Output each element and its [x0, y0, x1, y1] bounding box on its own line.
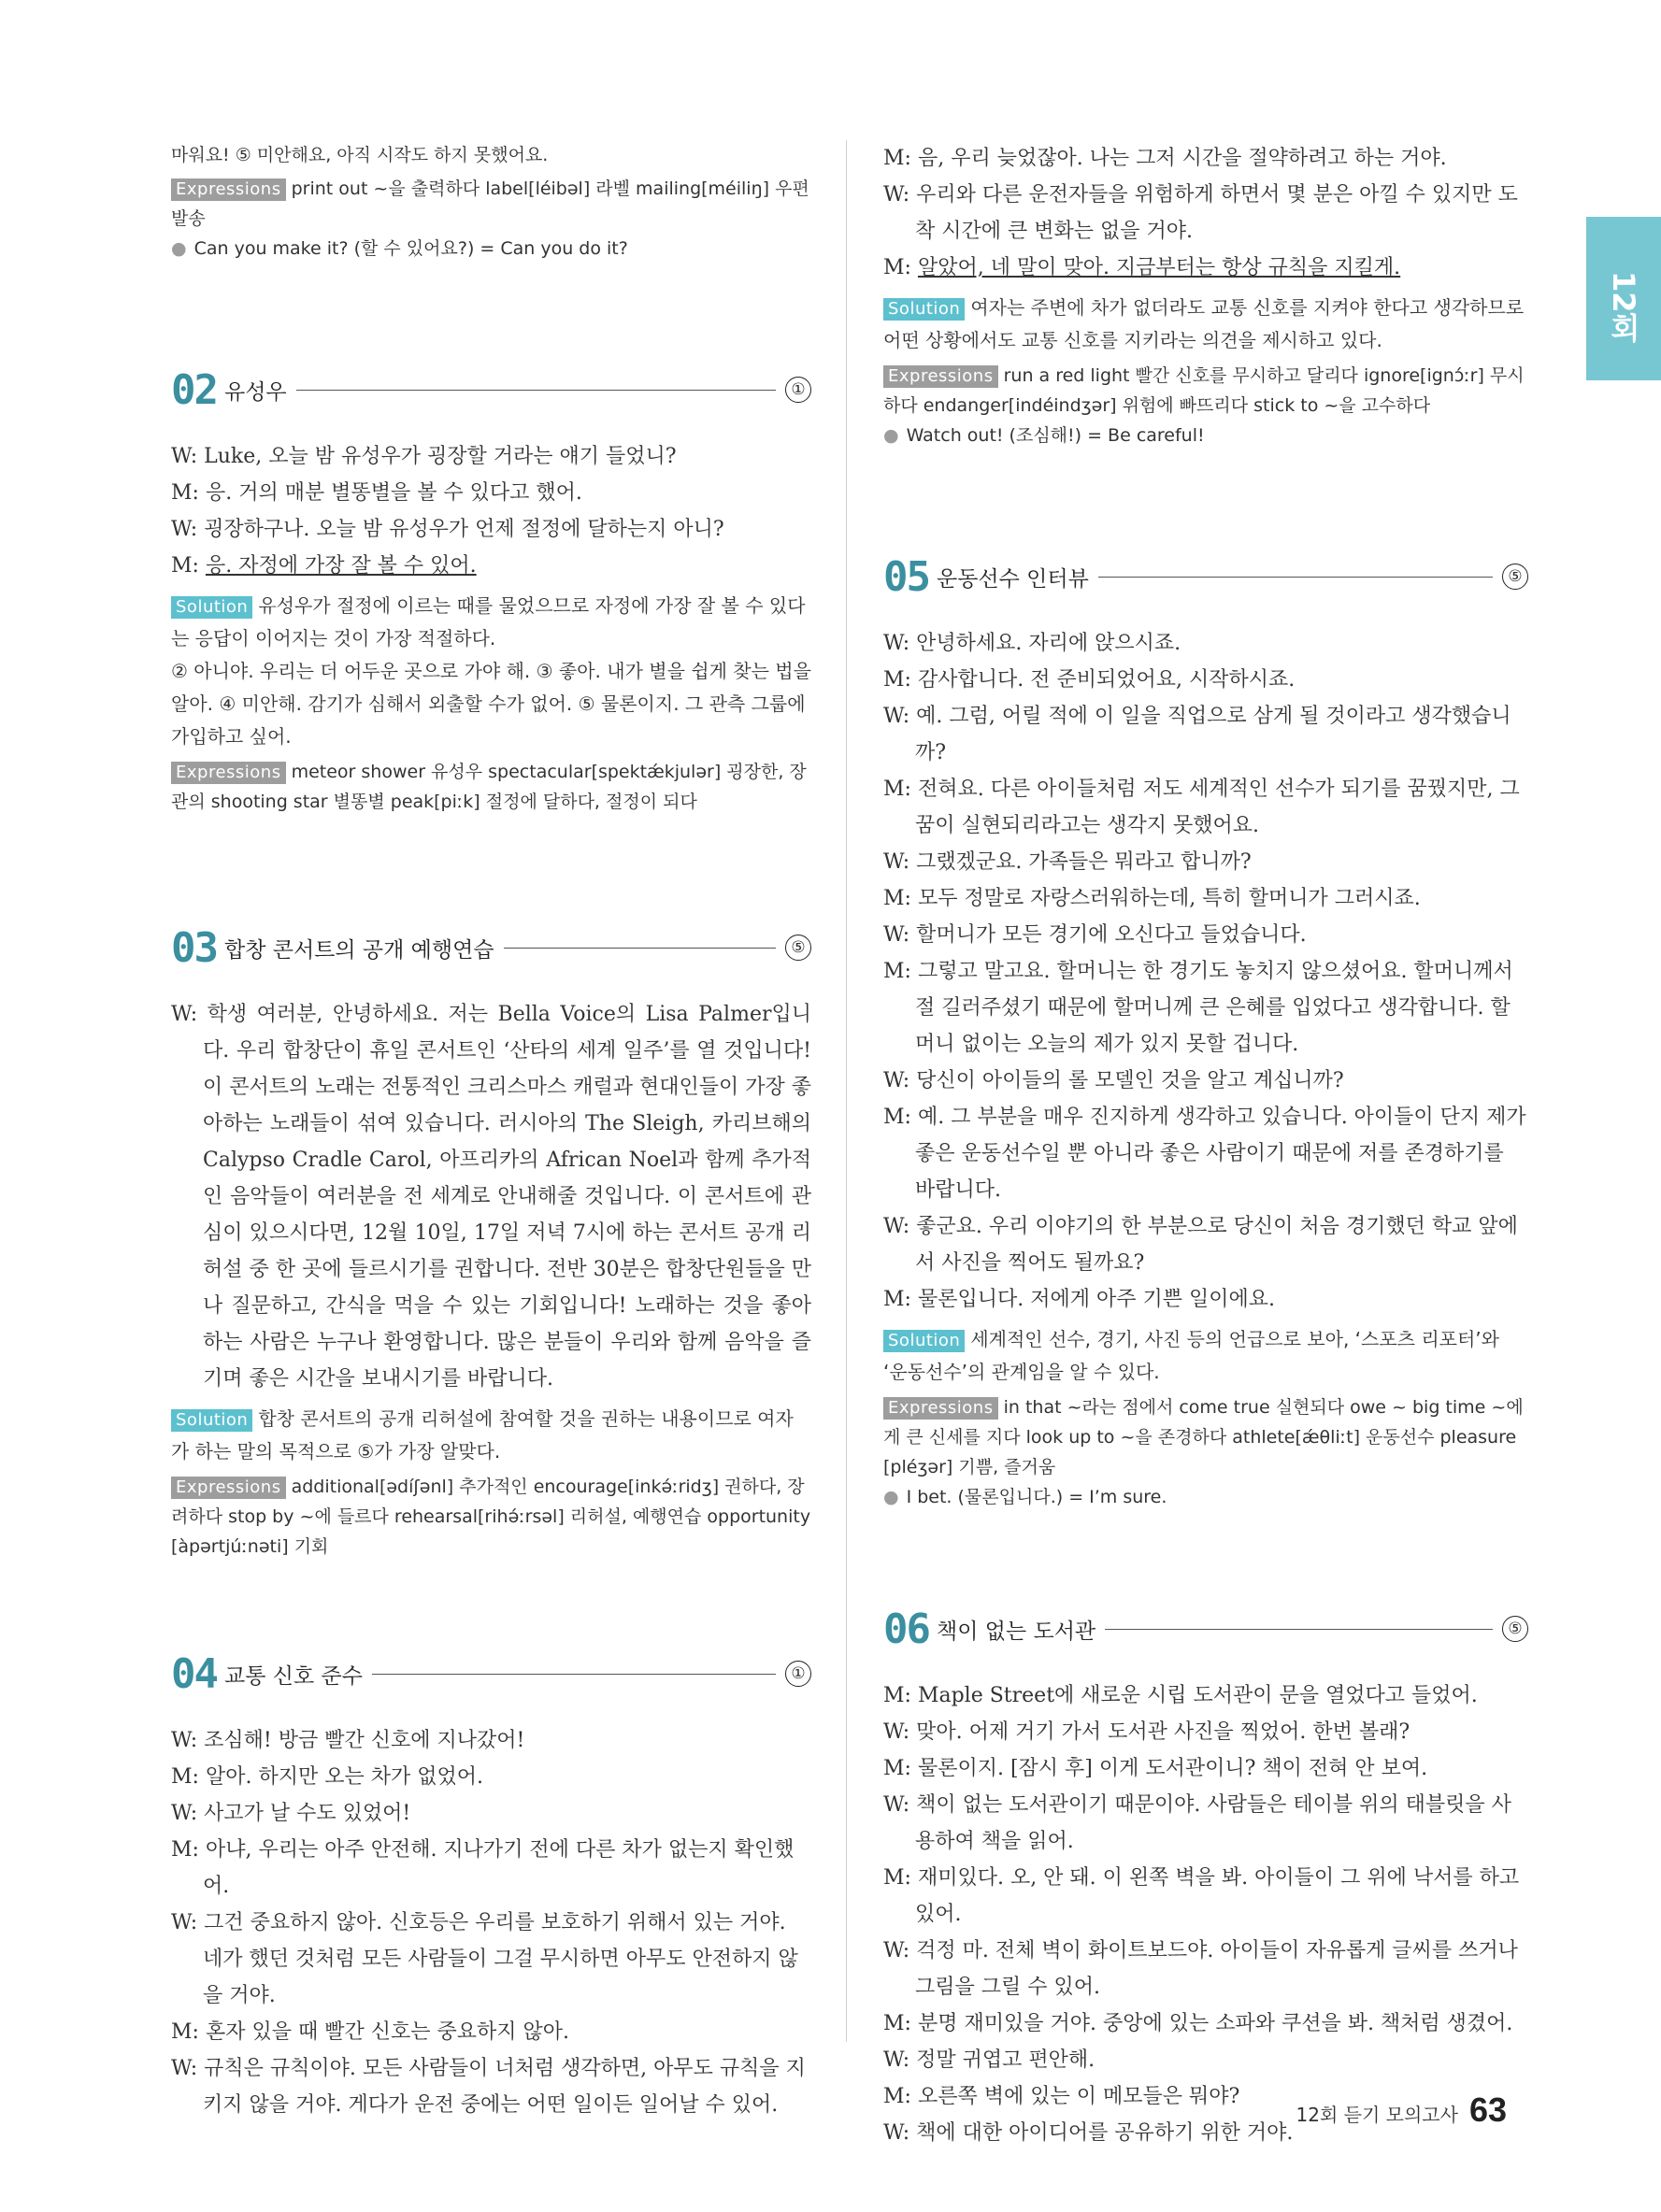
note — [883, 421, 1528, 450]
dialogue-line — [883, 140, 1528, 177]
speaker: M: — [883, 778, 911, 801]
section-04-continued — [883, 140, 1528, 450]
line-text: 물론입니다. 저에게 아주 기쁜 일이에요. — [917, 1288, 1275, 1311]
right-column — [883, 140, 1528, 2151]
monologue — [171, 996, 811, 1397]
intro-block — [171, 140, 811, 264]
expressions-text: print out ~을 출력하다 label[léibəl] 라벨 mailing[méiliŋ] 우편 발송 — [171, 178, 809, 229]
speaker: M: — [883, 2012, 911, 2035]
line-text: 안녕하세요. 자리에 앉으시죠. — [916, 632, 1181, 655]
speaker: W: — [171, 1729, 198, 1752]
speaker: M: — [883, 2085, 911, 2108]
answer-line-text: 알았어, 네 말이 맞아. 지금부터는 항상 규칙을 지킬게. — [917, 256, 1401, 279]
line-text: 맞아. 어제 거기 가서 도서관 사진을 찍었어. 한번 볼래? — [916, 1720, 1410, 1744]
dialogue-line — [883, 2042, 1528, 2078]
intro-note — [171, 234, 811, 264]
section-header — [171, 362, 811, 418]
section-rule — [296, 390, 776, 391]
note-text: Can you make it? (할 수 있어요?) = Can you do it? — [193, 238, 628, 259]
chapter-tab — [1586, 217, 1661, 380]
line-text: 물론이지. [잠시 후] 이게 도서관이니? 책이 전혀 안 보여. — [917, 1757, 1428, 1780]
solution-options: ② 아니야. 우리는 더 어두운 곳으로 가야 해. ③ 좋아. 내가 별을 쉽게 찾는 법을 알아. ④ 미안해. 감기가 심해서 외출할 수가 없어. ⑤ 물론이지. 그 관측 그룹에 가입하고 싶어. — [171, 660, 811, 748]
speaker: W: — [883, 705, 910, 728]
section-number: 06 — [883, 1605, 929, 1653]
line-text: 걱정 마. 전체 벽이 화이트보드야. 아이들이 자유롭게 글씨를 쓰거나 그림을 그릴 수 있어. — [915, 1939, 1518, 1999]
section-number: 04 — [171, 1649, 217, 1698]
dialogue-line — [171, 1759, 811, 1795]
speaker: M: — [883, 1757, 911, 1780]
solution — [171, 1403, 811, 1468]
solution-text: 여자는 주변에 차가 없더라도 교통 신호를 지켜야 한다고 생각하므로 어떤 상황에서도 교통 신호를 지키라는 의견을 제시하고 있다. — [883, 296, 1525, 351]
solution-tag: Solution — [883, 298, 965, 321]
note-text: I bet. (물론입니다.) = I’m sure. — [906, 1487, 1167, 1507]
section-number: 03 — [171, 923, 217, 972]
column-divider — [846, 140, 847, 2042]
dialogue-line — [883, 1933, 1528, 2005]
solution-tag: Solution — [171, 596, 252, 619]
solution-tag: Solution — [883, 1330, 965, 1352]
intro-line: 마워요! ⑤ 미안해요, 아직 시작도 하지 못했어요. — [171, 145, 549, 165]
bullet-icon: ● — [883, 425, 899, 446]
line-text: 할머니가 모든 경기에 오신다고 들었습니다. — [916, 923, 1307, 947]
dialogue-line — [883, 2005, 1528, 2042]
dialogue-line — [883, 662, 1528, 698]
line-text: 예. 그 부분을 매우 진지하게 생각하고 있습니다. 아이들이 단지 제가 좋은 운동선수일 뿐 아니라 좋은 사람이기 때문에 저를 존경하기를 바랍니다. — [915, 1106, 1526, 1202]
dialogue-line — [883, 1677, 1528, 1714]
bullet-icon: ● — [171, 238, 187, 259]
solution — [171, 590, 811, 655]
dialogue-line — [171, 2014, 811, 2050]
expressions-tag: Expressions — [171, 178, 286, 201]
line-text: 책에 대한 아이디어를 공유하기 위한 거야. — [916, 2121, 1294, 2145]
speaker: M: — [171, 554, 199, 578]
solution-text: 합창 콘서트의 공개 리허설에 참여할 것을 권하는 내용이므로 여자가 하는 말의 목적으로 ⑤가 가장 알맞다. — [171, 1407, 794, 1463]
dialogue-line — [883, 917, 1528, 953]
note-text: Watch out! (조심해!) = Be careful! — [906, 425, 1205, 446]
section-05 — [883, 549, 1528, 1512]
dialogue-line — [171, 438, 811, 475]
speaker: M: — [171, 2020, 199, 2044]
line-text: 굉장하구나. 오늘 밤 유성우가 언제 절정에 달하는지 아니? — [204, 518, 724, 541]
dialogue-line — [883, 250, 1528, 286]
section-number: 05 — [883, 552, 929, 601]
page-footer — [1296, 2091, 1507, 2130]
expressions — [883, 1392, 1528, 1482]
dialogue-line — [883, 698, 1528, 771]
dialogue-line — [883, 1281, 1528, 1318]
line-text: 모두 정말로 자랑스러워하는데, 특히 할머니가 그러시죠. — [917, 887, 1421, 910]
speaker: W: — [171, 445, 198, 468]
speaker: W: — [883, 1793, 910, 1817]
dialogue-line — [171, 475, 811, 511]
section-03 — [171, 920, 811, 1562]
left-column — [171, 140, 811, 2123]
speaker: W: — [883, 923, 910, 947]
solution-text: 세계적인 선수, 경기, 사진 등의 언급으로 보아, ‘스포츠 리포터’와 ‘운동선수’의 관계임을 알 수 있다. — [883, 1328, 1499, 1383]
dialogue-line — [883, 953, 1528, 1063]
speaker: W: — [171, 2057, 198, 2080]
speaker: M: — [171, 1838, 199, 1862]
section-title: 운동선수 인터뷰 — [936, 566, 1089, 592]
answer-badge: ① — [785, 377, 811, 403]
line-text: 분명 재미있을 거야. 중앙에 있는 소파와 쿠션을 봐. 책처럼 생겼어. — [917, 2012, 1513, 2035]
speaker: M: — [171, 1765, 199, 1789]
solution — [883, 292, 1528, 357]
speaker: M: — [171, 481, 199, 505]
dialogue-line — [883, 1714, 1528, 1750]
speaker: W: — [883, 1939, 910, 1962]
line-text: 좋군요. 우리 이야기의 한 부분으로 당신이 처음 경기했던 학교 앞에서 사진을 찍어도 될까요? — [915, 1215, 1518, 1275]
section-04 — [171, 1646, 811, 2123]
section-rule — [1098, 577, 1493, 578]
speaker: W: — [171, 1003, 198, 1026]
expressions — [171, 1472, 811, 1562]
intro-expressions — [171, 174, 811, 234]
dialogue-line — [171, 511, 811, 548]
dialogue-line — [883, 1099, 1528, 1208]
speaker: W: — [883, 1069, 910, 1092]
line-text: 아냐, 우리는 아주 안전해. 지나가기 전에 다른 차가 없는지 확인했어. — [203, 1838, 795, 1898]
section-title: 교통 신호 준수 — [223, 1663, 363, 1689]
section-06 — [883, 1601, 1528, 2151]
speaker: W: — [883, 850, 910, 874]
section-title: 합창 콘서트의 공개 예행연습 — [223, 937, 494, 963]
line-text: 규칙은 규칙이야. 모든 사람들이 너처럼 생각하면, 아무도 규칙을 지키지 않을 거야. 게다가 운전 중에는 어떤 일이든 일어날 수 있어. — [203, 2057, 806, 2117]
dialogue-line — [883, 844, 1528, 880]
expressions-text: run a red light 빨간 신호를 무시하고 달리다 ignore[ignɔ́ːr] 무시하다 endanger[indéindʒər] 위험에 빠뜨리다 stick to ~을 고수하다 — [883, 365, 1525, 416]
dialogue-line — [883, 1208, 1528, 1281]
answer-badge: ⑤ — [1502, 1616, 1528, 1642]
answer-badge: ⑤ — [1502, 564, 1528, 590]
speaker: M: — [883, 668, 911, 692]
solution — [883, 1323, 1528, 1389]
line-text: 음, 우리 늦었잖아. 나는 그저 시간을 절약하려고 하는 거야. — [917, 147, 1447, 170]
line-text: 사고가 날 수도 있었어! — [204, 1802, 411, 1825]
dialogue-line — [883, 880, 1528, 917]
solution-text: 유성우가 절정에 이르는 때를 물었으므로 자정에 가장 잘 볼 수 있다는 응답이 이어지는 것이 가장 적절하다. — [171, 594, 806, 649]
section-02 — [171, 362, 811, 817]
speaker: M: — [883, 887, 911, 910]
expressions-text: in that ~라는 점에서 come true 실현되다 owe ~ big time ~에게 큰 신세를 지다 look up to ~을 존경하다 athlete[ǽθliːt] 운동선수 pleasure [pléʒər] 기쁨, 즐거움 — [883, 1397, 1524, 1477]
dialogue-line — [883, 625, 1528, 662]
answer-badge: ⑤ — [785, 935, 811, 961]
line-text: 혼자 있을 때 빨간 신호는 중요하지 않아. — [205, 2020, 569, 2044]
dialogue-line — [171, 548, 811, 584]
section-title: 책이 없는 도서관 — [936, 1619, 1096, 1644]
expressions-tag: Expressions — [883, 1397, 998, 1420]
section-header — [883, 1601, 1528, 1657]
line-text: 조심해! 방금 빨간 신호에 지나갔어! — [204, 1729, 525, 1752]
line-text: 감사합니다. 전 준비되었어요, 시작하시죠. — [917, 668, 1296, 692]
dialogue-line — [883, 1860, 1528, 1933]
section-rule — [372, 1674, 776, 1675]
line-text: 그건 중요하지 않아. 신호등은 우리를 보호하기 위해서 있는 거야. 네가 했던 것처럼 모든 사람들이 그걸 무시하면 아무도 안전하지 않을 거야. — [203, 1911, 798, 2007]
dialogue-line — [171, 1905, 811, 2014]
speaker: M: — [883, 960, 911, 983]
chapter-tab-label: 12회 — [1606, 271, 1641, 343]
line-text: 오른쪽 벽에 있는 이 메모들은 뭐야? — [917, 2085, 1240, 2108]
expressions-text: meteor shower 유성우 spectacular[spektǽkjulər] 굉장한, 장관의 shooting star 별똥별 peak[piːk] 절정에 달하다, 절정이 되다 — [171, 762, 807, 812]
line-text: 응. 거의 매분 별똥별을 볼 수 있다고 했어. — [205, 481, 582, 505]
expressions-text: additional[ədíʃənl] 추가적인 encourage[inkə́ːridʒ] 권하다, 장려하다 stop by ~에 들르다 rehearsal[rihə́ːrsəl] 리허설, 예행연습 opportunity [àpərtjúːnəti] 기회 — [171, 1477, 811, 1557]
page-number: 63 — [1468, 2091, 1507, 2129]
speaker: M: — [883, 1106, 911, 1129]
line-text: 정말 귀엽고 편안해. — [916, 2048, 1095, 2072]
dialogue-line — [171, 1722, 811, 1759]
line-text: 당신이 아이들의 롤 모델인 것을 알고 계십니까? — [916, 1069, 1344, 1092]
section-header — [171, 920, 811, 976]
line-text: Luke, 오늘 밤 유성우가 굉장할 거라는 얘기 들었니? — [204, 445, 677, 468]
section-rule — [1105, 1629, 1493, 1630]
line-text: Maple Street에 새로운 시립 도서관이 문을 열었다고 들었어. — [917, 1684, 1478, 1707]
speaker: W: — [883, 1215, 910, 1238]
speaker: M: — [883, 1684, 911, 1707]
section-title: 유성우 — [223, 379, 287, 405]
line-text: 예. 그럼, 어릴 적에 이 일을 직업으로 삼게 될 것이라고 생각했습니까? — [915, 705, 1511, 764]
dialogue-line — [883, 1750, 1528, 1787]
speaker: W: — [883, 2121, 910, 2145]
speaker: W: — [883, 1720, 910, 1744]
speaker: M: — [883, 147, 911, 170]
speaker: W: — [883, 632, 910, 655]
solution-tag: Solution — [171, 1409, 252, 1432]
expressions-tag: Expressions — [171, 1477, 286, 1499]
dialogue-line — [171, 1795, 811, 1832]
dialogue-line — [883, 1787, 1528, 1860]
dialogue-line — [883, 177, 1528, 250]
dialogue-line — [883, 771, 1528, 844]
speaker: W: — [171, 1802, 198, 1825]
section-rule — [504, 948, 776, 949]
speaker: M: — [883, 256, 911, 279]
speaker: W: — [883, 183, 910, 207]
section-header — [883, 549, 1528, 605]
line-text: 재미있다. 오, 안 돼. 이 왼쪽 벽을 봐. 아이들이 그 위에 낙서를 하고 있어. — [915, 1866, 1520, 1926]
speaker: M: — [883, 1866, 911, 1890]
expressions — [171, 757, 811, 817]
expressions — [883, 361, 1528, 421]
answer-badge: ① — [785, 1661, 811, 1687]
line-text: 그랬겠군요. 가족들은 뭐라고 합니까? — [916, 850, 1252, 874]
dialogue-line — [171, 1832, 811, 1905]
speaker: W: — [171, 518, 198, 541]
line-text: 그렇고 말고요. 할머니는 한 경기도 놓치지 않으셨어요. 할머니께서 절 길러주셨기 때문에 할머니께 큰 은혜를 입었다고 생각합니다. 할머니 없이는 오늘의 제가 있지 못할 겁니다. — [915, 960, 1513, 1056]
line-text: 전혀요. 다른 아이들처럼 저도 세계적인 선수가 되기를 꿈꿨지만, 그 꿈이 실현되리라고는 생각지 못했어요. — [915, 778, 1520, 837]
dialogue-line — [883, 1063, 1528, 1099]
note — [883, 1482, 1528, 1512]
speaker: W: — [883, 2048, 910, 2072]
footer-title: 12회 듣기 모의고사 — [1296, 2104, 1458, 2126]
line-text: 알아. 하지만 오는 차가 없었어. — [205, 1765, 483, 1789]
speaker: W: — [171, 1911, 198, 1934]
expressions-tag: Expressions — [883, 365, 998, 388]
line-text: 학생 여러분, 안녕하세요. 저는 Bella Voice의 Lisa Palmer입니다. 우리 합창단이 휴일 콘서트인 ‘산타의 세계 일주’를 열 것입니다! 이 콘서트의 노래는 전통적인 크리스마스 캐럴과 현대인들이 가장 좋아하는 노래들이 섞여 있습니다. 러시아의 The Sleigh, 카리브해의 Calypso Cradle Carol, 아프리카의 African Noel과 함께 추가적인 음악들이 여러분을 전 세계로 안내해줄 것입니다. 이 콘서트에 관심이 있으시다면, 12월 10일, 17일 저녁 7시에 하는 콘서트 공개 리허설 중 한 곳에 들르시기를 권합니다. 전반 30분은 합창단원들을 만나 질문하고, 간식을 먹을 수 있는 기회입니다! 노래하는 것을 좋아하는 사람은 누구나 환영합니다. 많은 분들이 우리와 함께 음악을 즐기며 좋은 시간을 보내시기를 바랍니다. — [203, 1003, 812, 1391]
section-header — [171, 1646, 811, 1702]
section-number: 02 — [171, 365, 217, 414]
expressions-tag: Expressions — [171, 762, 286, 784]
dialogue-line — [171, 2050, 811, 2123]
line-text: 책이 없는 도서관이기 때문이야. 사람들은 테이블 위의 태블릿을 사용하여 책을 읽어. — [915, 1793, 1511, 1853]
answer-line-text: 응. 자정에 가장 잘 볼 수 있어. — [205, 554, 477, 578]
line-text: 우리와 다른 운전자들을 위험하게 하면서 몇 분은 아낄 수 있지만 도착 시간에 큰 변화는 없을 거야. — [915, 183, 1518, 243]
speaker: M: — [883, 1288, 911, 1311]
bullet-icon: ● — [883, 1487, 899, 1507]
